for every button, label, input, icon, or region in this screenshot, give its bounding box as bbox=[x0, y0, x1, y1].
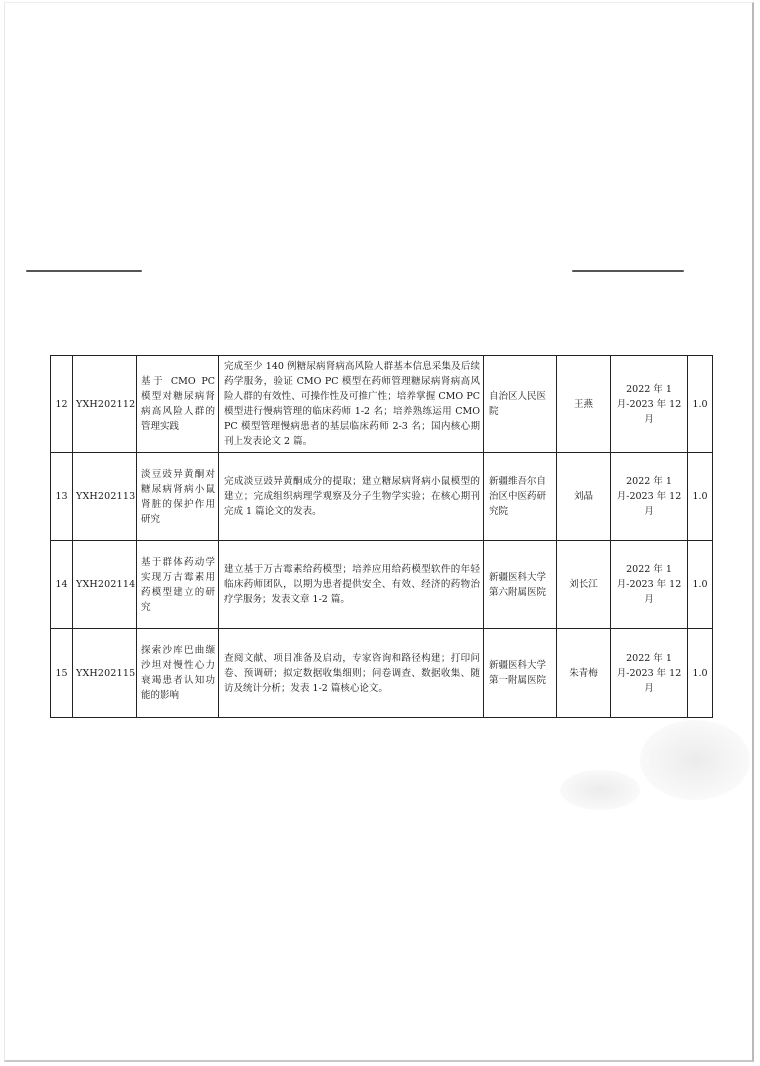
project-score: 1.0 bbox=[688, 541, 713, 629]
project-leader: 朱青梅 bbox=[557, 629, 611, 718]
row-number: 12 bbox=[51, 356, 73, 453]
project-code: YXH202114 bbox=[73, 541, 137, 629]
project-unit: 自治区人民医院 bbox=[484, 356, 557, 453]
row-number: 14 bbox=[51, 541, 73, 629]
project-unit: 新疆维吾尔自治区中医药研究院 bbox=[484, 453, 557, 541]
scan-mark-left bbox=[26, 270, 142, 272]
project-score: 1.0 bbox=[688, 356, 713, 453]
project-name: 淡豆豉异黄酮对糖尿病肾病小鼠肾脏的保护作用研究 bbox=[137, 453, 219, 541]
scan-mark-right bbox=[572, 270, 684, 272]
project-code: YXH202112 bbox=[73, 356, 137, 453]
project-score: 1.0 bbox=[688, 453, 713, 541]
project-period: 2022 年 1 月-2023 年 12 月 bbox=[611, 356, 688, 453]
project-unit: 新疆医科大学第六附属医院 bbox=[484, 541, 557, 629]
project-content: 完成淡豆豉异黄酮成分的提取；建立糖尿病肾病小鼠模型的建立；完成组织病理学观察及分子生物学实验；在核心期刊完成 1 篇论文的发表。 bbox=[219, 453, 484, 541]
project-period: 2022 年 1 月-2023 年 12 月 bbox=[611, 453, 688, 541]
project-code: YXH202115 bbox=[73, 629, 137, 718]
table-row bbox=[51, 453, 713, 541]
scan-stain bbox=[640, 720, 750, 800]
project-table bbox=[50, 355, 713, 718]
project-period: 2022 年 1 月-2023 年 12 月 bbox=[611, 629, 688, 718]
project-code: YXH202113 bbox=[73, 453, 137, 541]
table-row bbox=[51, 629, 713, 718]
project-period: 2022 年 1 月-2023 年 12 月 bbox=[611, 541, 688, 629]
project-leader: 刘长江 bbox=[557, 541, 611, 629]
project-name: 基于 CMO PC 模型对糖尿病肾病高风险人群的管理实践 bbox=[137, 356, 219, 453]
table-row bbox=[51, 541, 713, 629]
project-name: 探索沙库巴曲缬沙坦对慢性心力衰竭患者认知功能的影响 bbox=[137, 629, 219, 718]
table-row bbox=[51, 356, 713, 453]
project-score: 1.0 bbox=[688, 629, 713, 718]
project-content: 完成至少 140 例糖尿病肾病高风险人群基本信息采集及后续药学服务，验证 CMO PC 模型在药师管理糖尿病肾病高风险人群的有效性、可操作性及可推广性；培养掌握 CMO PC 模型进行慢病管理的临床药师 1-2 名；培养熟练运用 CMO PC 模型管理慢病患者的基层临床药师 2-3 名；国内核心期刊上发表论文 2 篇。 bbox=[219, 356, 484, 453]
project-unit: 新疆医科大学第一附属医院 bbox=[484, 629, 557, 718]
row-number: 13 bbox=[51, 453, 73, 541]
project-content: 建立基于万古霉素给药模型；培养应用给药模型软件的年轻临床药师团队，以期为患者提供安全、有效、经济的药物治疗学服务；发表文章 1-2 篇。 bbox=[219, 541, 484, 629]
row-number: 15 bbox=[51, 629, 73, 718]
project-name: 基于群体药动学实现万古霉素用药模型建立的研究 bbox=[137, 541, 219, 629]
scan-stain bbox=[560, 770, 640, 810]
project-leader: 刘晶 bbox=[557, 453, 611, 541]
project-content: 查阅文献、项目准备及启动，专家咨询和路径构建；打印问卷、预调研；拟定数据收集细则；问卷调查、数据收集、随访及统计分析；发表 1-2 篇核心论文。 bbox=[219, 629, 484, 718]
project-leader: 王燕 bbox=[557, 356, 611, 453]
